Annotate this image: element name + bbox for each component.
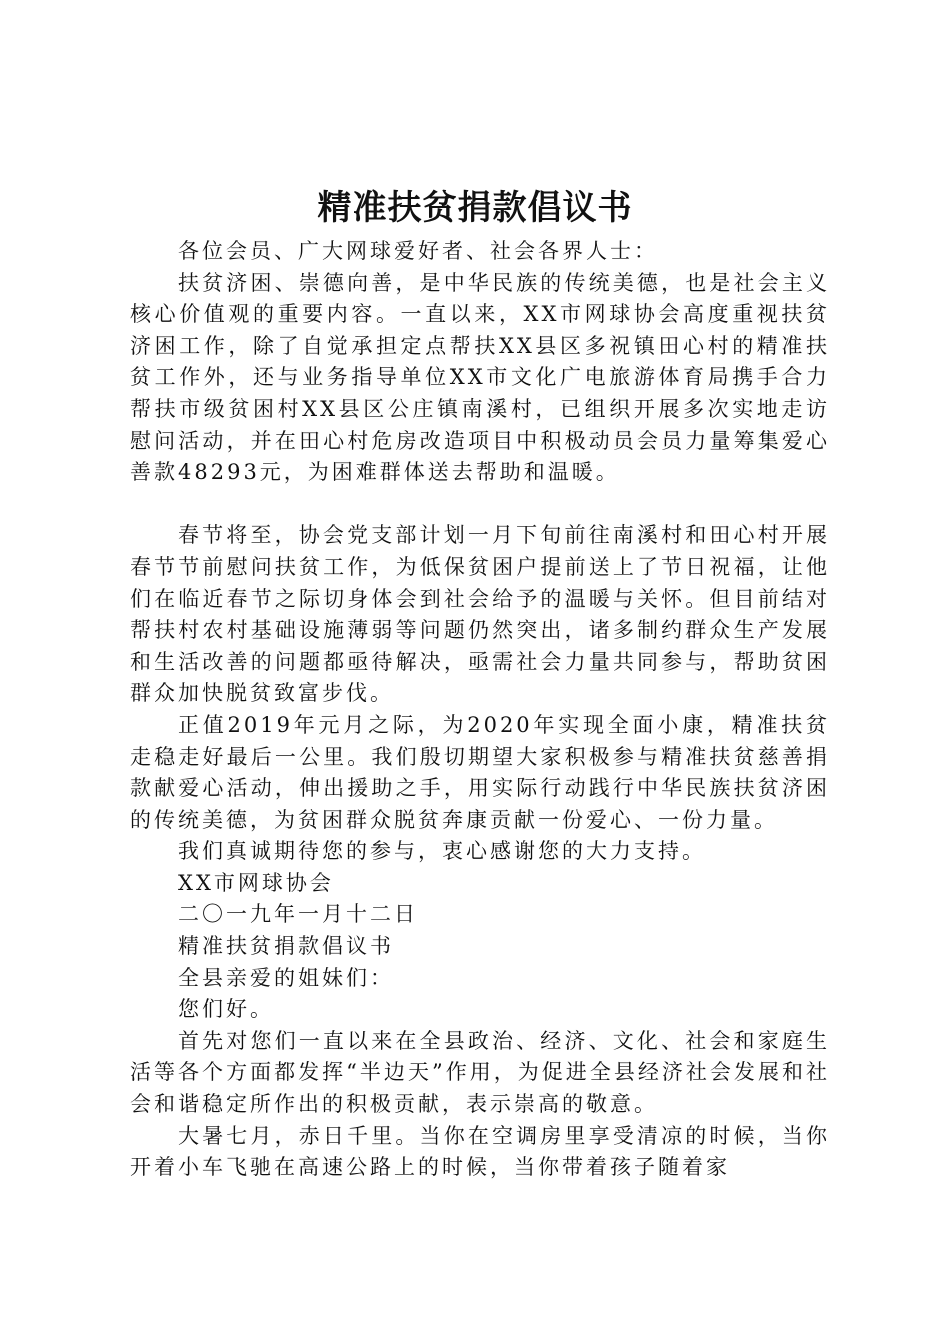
paragraph-spring-festival: 春节将至，协会党支部计划一月下旬前往南溪村和田心村开展春节节前慰问扶贫工作，为低保贫困户提前送上了节日祝福，让他们在临近春节之际切身体会到社会给予的温暖与关怀。但目前结对帮扶村农村基础设施薄弱等问题仍然突出，诸多制约群众生产发展和生活改善的问题都亟待解决，亟需社会力量共同参与，帮助贫困群众加快脱贫致富步伐。 [130, 523, 830, 706]
salutation: 各位会员、广大网球爱好者、社会各界人士： [178, 239, 658, 263]
paragraph-respect: 首先对您们一直以来在全县政治、经济、文化、社会和家庭生活等各个方面都发挥“半边天”作用，为促进全县经济社会发展和社会和谐稳定所作出的积极贡献，表示崇高的敬意。 [130, 1028, 830, 1117]
signature-organization: XX市网球协会 [178, 870, 334, 895]
paragraph-appeal: 正值2019年元月之际，为2020年实现全面小康，精准扶贫走稳走好最后一公里。我们殷切期望大家积极参与精准扶贫慈善捐款献爱心活动，伸出援助之手，用实际行动践行中华民族扶贫济困的传统美德，为贫困群众脱贫奔康贡献一份爱心、一份力量。 [130, 712, 830, 832]
greeting: 您们好。 [178, 997, 274, 1022]
signature-date: 二〇一九年一月十二日 [178, 902, 418, 927]
document-body [130, 236, 830, 1184]
document-title: 精准扶贫捐款倡议书 [317, 188, 633, 228]
paragraph-thanks: 我们真诚期待您的参与，衷心感谢您的大力支持。 [178, 839, 706, 864]
paragraph-spacer [130, 489, 830, 521]
paragraph-summer: 大暑七月，赤日千里。当你在空调房里享受清凉的时候，当你开着小车飞驰在高速公路上的时候，当你带着孩子随着家 [130, 1123, 830, 1180]
second-salutation: 全县亲爱的姐妹们： [178, 965, 394, 990]
second-title: 精准扶贫捐款倡议书 [178, 934, 394, 959]
paragraph-intro: 扶贫济困、崇德向善，是中华民族的传统美德，也是社会主义核心价值观的重要内容。一直以来，XX市网球协会高度重视扶贫济困工作，除了自觉承担定点帮扶XX县区多祝镇田心村的精准扶贫工作外，还与业务指导单位XX市文化广电旅游体育局携手合力帮扶市级贫困村XX县区公庄镇南溪村，已组织开展多次实地走访慰问活动，并在田心村危房改造项目中积极动员会员力量筹集爱心善款48293元，为困难群体送去帮助和温暖。 [130, 270, 830, 485]
